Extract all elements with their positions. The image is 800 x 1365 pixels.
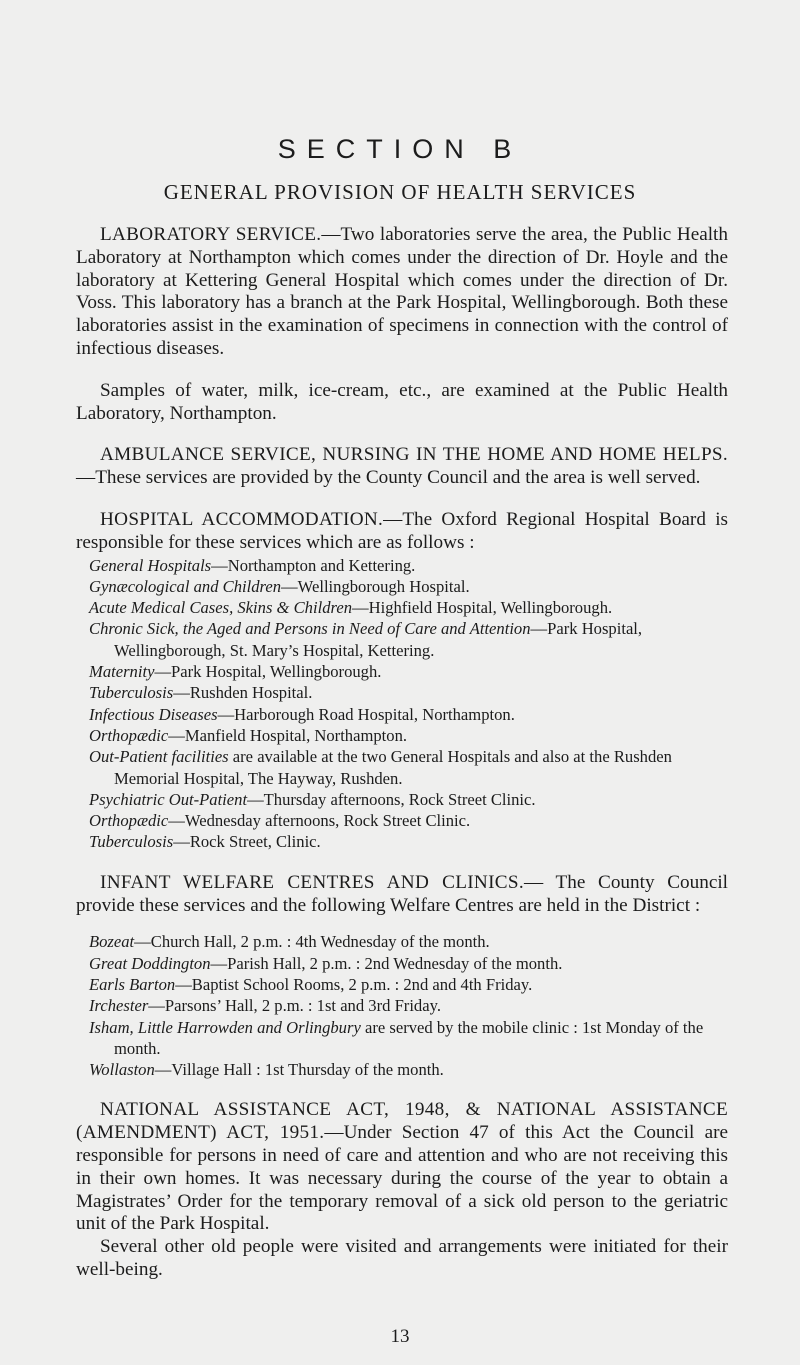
national-assistance-paragraph: [76, 1099, 728, 1236]
page-number: 13: [390, 1326, 410, 1347]
laboratory-heading: LABORATORY SERVICE.: [100, 224, 322, 245]
list-item: Orthopædic—Wednesday afternoons, Rock Street Clinic.: [89, 811, 471, 831]
list-item: Tuberculosis—Rushden Hospital.: [89, 683, 313, 703]
ambulance-text: —These services are provided by the County Council and the area is well served.: [76, 467, 701, 489]
hospital-paragraph: [76, 509, 728, 555]
list-item: Bozeat—Church Hall, 2 p.m. : 4th Wednesday of the month.: [89, 932, 490, 952]
list-item: Maternity—Park Hospital, Wellingborough.: [89, 662, 382, 682]
hospital-text: —The Oxford Regional Hospital Board is responsible for these services which are as follows :: [76, 508, 729, 553]
section-heading: SECTION B: [277, 134, 523, 164]
list-item: Gynæcological and Children—Wellingborough Hospital.: [89, 576, 470, 596]
list-item: General Hospitals—Northampton and Kettering.: [89, 555, 416, 575]
laboratory-paragraph: [76, 224, 728, 361]
list-item: Tuberculosis—Rock Street, Clinic.: [89, 832, 321, 852]
list-item: Infectious Diseases—Harborough Road Hospital, Northampton.: [89, 704, 515, 724]
ambulance-paragraph: [76, 444, 728, 490]
infant-welfare-paragraph: [76, 872, 728, 918]
list-item: Earls Barton—Baptist School Rooms, 2 p.m. : 2nd and 4th Friday.: [89, 974, 533, 994]
infant-welfare-text: — The County Council provide these services and the following Welfare Centres are held in the District :: [76, 871, 729, 916]
samples-paragraph: Samples of water, milk, ice-cream, etc., are examined at the Public Health Laboratory, Northampton.: [76, 379, 728, 424]
hospital-list: [89, 555, 728, 853]
laboratory-text: —Two laboratories serve the area, the Public Health Laboratory at Northampton which comes under the direction of Dr. Hoyle and the laboratory at Kettering General Hospital which comes under the direction of Dr. Voss. This laboratory has a branch at the Park Hospital, Wellingborough. Both these laboratories assist in the examination of specimens in connection with the control of infectious diseases.: [76, 224, 728, 359]
national-assistance-heading: NATIONAL ASSISTANCE ACT, 1948, & NATIONAL ASSISTANCE (AMENDMENT) ACT, 1951.: [76, 1099, 728, 1144]
list-item: Irchester—Parsons’ Hall, 2 p.m. : 1st and 3rd Friday.: [89, 996, 441, 1016]
list-item: Acute Medical Cases, Skins & Children—Highfield Hospital, Wellingborough.: [89, 598, 613, 618]
list-item: Chronic Sick, the Aged and Persons in Need of Care and Attention—Park Hospital, Wellingborough, St. Mary’s Hospital, Kettering.: [89, 619, 643, 660]
welfare-centres-list: [89, 931, 728, 1080]
list-item: Wollaston—Village Hall : 1st Thursday of the month.: [89, 1060, 444, 1080]
national-assistance-text: —Under Section 47 of this Act the Council are responsible for persons in need of care and attention and who are not receiving this in their own homes. It was necessary during the course of the year to obtain a Magistrates’ Order for the temporary removal of a sick old person to the geriatric unit of the Park Hospital.: [76, 1122, 728, 1235]
national-assistance-paragraph-2: Several other old people were visited and arrangements were initiated for their well-being.: [76, 1236, 728, 1280]
list-item: Isham, Little Harrowden and Orlingbury are served by the mobile clinic : 1st Monday of the month.: [89, 1017, 704, 1058]
list-item: Psychiatric Out-Patient—Thursday afternoons, Rock Street Clinic.: [89, 789, 536, 809]
list-item: Great Doddington—Parish Hall, 2 p.m. : 2nd Wednesday of the month.: [89, 953, 563, 973]
hospital-heading: HOSPITAL ACCOMMODATION.: [100, 508, 384, 530]
main-title: GENERAL PROVISION OF HEALTH SERVICES: [163, 180, 637, 204]
ambulance-heading: AMBULANCE SERVICE, NURSING IN THE HOME AND HOME HELPS.: [100, 444, 728, 466]
list-item: Orthopædic—Manfield Hospital, Northampton.: [89, 725, 408, 745]
infant-welfare-heading: INFANT WELFARE CENTRES AND CLINICS.: [100, 871, 524, 893]
document-body: [76, 224, 728, 1282]
list-item: Out-Patient facilities are available at the two General Hospitals and also at the Rushden Memorial Hospital, The Hayway, Rushden.: [89, 747, 672, 788]
